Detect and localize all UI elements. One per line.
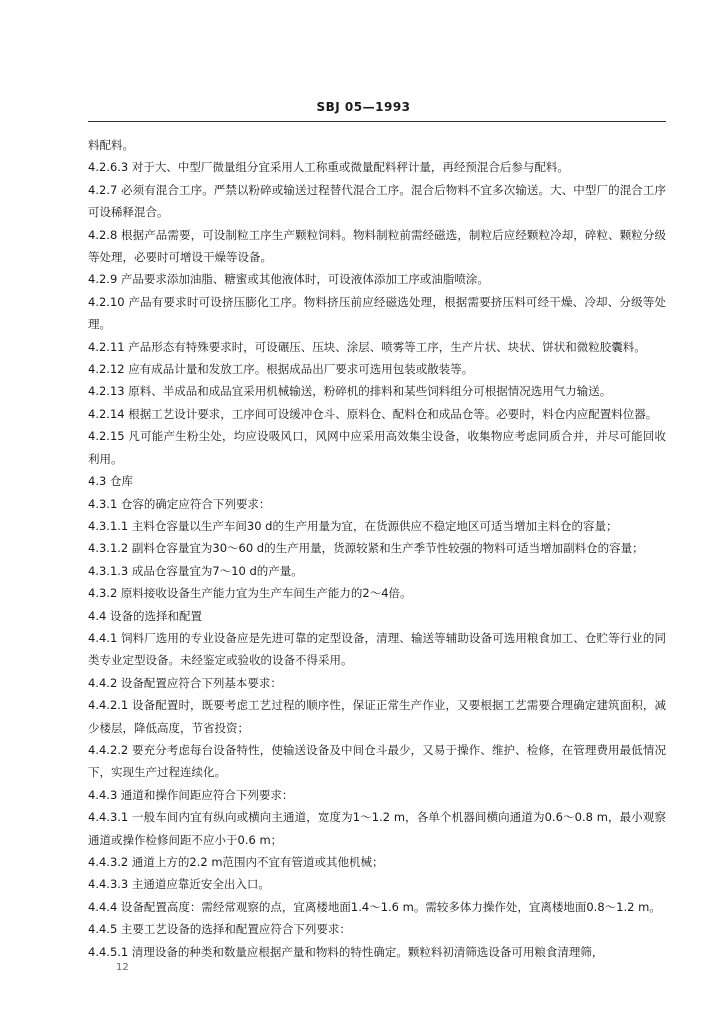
header-rule bbox=[88, 121, 666, 122]
paragraph: 4.4.4 设备配置高度：需经常观察的点，宜离楼地面1.4～1.6 m。需较多体力操作处，宜离楼地面0.8～1.2 m。 bbox=[88, 899, 661, 914]
paragraph: 4.4.2.2 要充分考虑每台设备特性，使输送设备及中间仓斗最少，又易于操作、维护、检修，在管理费用最低情况下，实现生产过程连续化。 bbox=[88, 742, 666, 780]
paragraph: 4.2.12 应有成品计量和发放工序。根据成品出厂要求可选用包装或散装等。 bbox=[88, 362, 474, 377]
paragraph: 4.2.8 根据产品需要，可设制粒工序生产颗粒饲料。物料制粒前需经磁选，制粒后应经颗粒冷却，碎粒、颗粒分级等处理，必要时可增设干燥等设备。 bbox=[88, 227, 666, 265]
paragraph: 4.4.3.3 主通道应靠近安全出入口。 bbox=[88, 877, 270, 892]
paragraph: 4.4.5.1 清理设备的种类和数量应根据产量和物料的特性确定。颗粒料初清筛选设备可用粮食清理筛， bbox=[88, 944, 604, 959]
paragraph: 4.3.2 原料接收设备生产能力宜为生产车间生产能力的2～4倍。 bbox=[88, 586, 412, 601]
section-heading: 4.3 仓库 bbox=[88, 474, 133, 489]
section-heading: 4.4 设备的选择和配置 bbox=[88, 608, 202, 623]
paragraph: 4.3.1.2 副料仓容量宜为30～60 d的生产用量，货源较紧和生产季节性较强的物料可适当增加副料仓的容量； bbox=[88, 541, 644, 556]
paragraph: 4.2.15 凡可能产生粉尘处，均应设吸风口，风网中应采用高效集尘设备，收集物应考虑同质合并，并尽可能回收利用。 bbox=[88, 429, 666, 466]
paragraph: 4.2.11 产品形态有特殊要求时，可设碾压、压块、涂层、喷雾等工序，生产片状、块状、饼状和微粒胶囊料。 bbox=[88, 339, 646, 354]
standard-code-header: SBJ 05—1993 bbox=[316, 100, 411, 114]
paragraph: 4.3.1.1 主料仓容量以生产车间30 d的生产用量为宜，在货源供应不稳定地区可适当增加主料仓的容量； bbox=[88, 518, 618, 533]
paragraph: 4.2.10 产品有要求时可设挤压膨化工序。物料挤压前应经磁选处理，根据需要挤压料可经干燥、冷却、分级等处理。 bbox=[88, 294, 666, 332]
paragraph: 4.4.2 设备配置应符合下列基本要求： bbox=[88, 675, 282, 690]
paragraph: 4.4.2.1 设备配置时，既要考虑工艺过程的顺序性，保证正常生产作业，又要根据工艺需要合理确定建筑面积，减少楼层，降低高度，节省投资； bbox=[88, 698, 666, 735]
paragraph: 4.4.5 主要工艺设备的选择和配置应符合下列要求： bbox=[88, 922, 351, 937]
paragraph: 料配料。 bbox=[88, 138, 134, 152]
paragraph: 4.2.9 产品要求添加油脂、糖蜜或其他液体时，可设液体添加工序或油脂喷涂。 bbox=[88, 272, 489, 287]
paragraph: 4.4.3.1 一般车间内宜有纵向或横向主通道，宽度为1～1.2 m，各单个机器间横向通道为0.6～0.8 m，最小观察通道或操作检修间距不应小于0.6 m； bbox=[88, 810, 666, 847]
paragraph: 4.4.1 饲料厂选用的专业设备应是先进可靠的定型设备，清理、输送等辅助设备可选用粮食加工、仓贮等行业的同类专业定型设备。未经鉴定或验收的设备不得采用。 bbox=[88, 630, 666, 668]
paragraph: 4.2.7 必须有混合工序。严禁以粉碎或输送过程替代混合工序。混合后物料不宜多次输送。大、中型厂的混合工序可设稀释混合。 bbox=[88, 182, 666, 220]
body-text bbox=[88, 134, 666, 963]
paragraph: 4.2.13 原料、半成品和成品宜采用机械输送，粉碎机的排料和某些饲料组分可根据情况选用气力输送。 bbox=[88, 384, 612, 399]
paragraph: 4.3.1.3 成品仓容量宜为7～10 d的产量。 bbox=[88, 563, 303, 578]
paragraph: 4.4.3.2 通道上方的2.2 m范围内不宜有管道或其他机械； bbox=[88, 855, 384, 869]
paragraph: 4.3.1 仓容的确定应符合下列要求： bbox=[88, 496, 271, 511]
page-number: 12 bbox=[116, 962, 129, 973]
paragraph: 4.2.6.3 对于大、中型厂微量组分宜采用人工称重或微量配料秤计量，再经预混合后参与配料。 bbox=[88, 160, 569, 175]
paragraph: 4.2.14 根据工艺设计要求，工序间可设缓冲仓斗、原料仓、配料仓和成品仓等。必要时，料仓内应配置料位器。 bbox=[88, 406, 658, 421]
paragraph: 4.4.3 通道和操作间距应符合下列要求： bbox=[88, 787, 294, 802]
